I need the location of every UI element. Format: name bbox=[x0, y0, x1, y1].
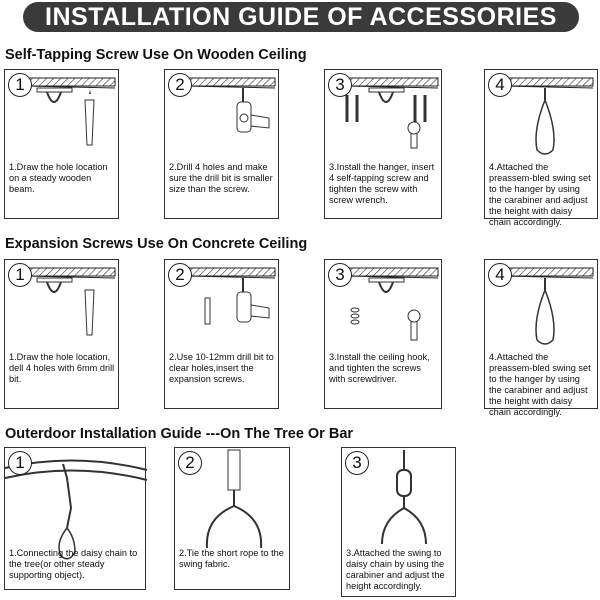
step-number: 1 bbox=[8, 263, 32, 287]
step-number: 1 bbox=[8, 73, 32, 97]
step-number: 2 bbox=[168, 263, 192, 287]
step-caption: 2.Drill 4 holes and make sure the drill bit is smaller size than the screw. bbox=[169, 162, 273, 194]
wooden-step-3 bbox=[324, 69, 442, 219]
wooden-step-4 bbox=[484, 69, 598, 227]
wooden-step-2 bbox=[164, 69, 279, 219]
concrete-step-2 bbox=[164, 259, 279, 409]
step-caption: 2.Use 10-12mm drill bit to clear holes,insert the expansion screws. bbox=[169, 352, 274, 384]
concrete-step-3 bbox=[324, 259, 442, 409]
step-number: 1 bbox=[8, 451, 32, 475]
step-caption: 2.Tie the short rope to the swing fabric. bbox=[179, 548, 284, 569]
step-number: 4 bbox=[488, 263, 512, 287]
step-caption: 3.Install the hanger, insert 4 self-tapping screw and tighten the screw with screw wrench. bbox=[329, 162, 435, 205]
step-caption: 1.Draw the hole location on a steady wooden beam. bbox=[9, 162, 108, 194]
step-number: 3 bbox=[328, 73, 352, 97]
outdoor-step-1 bbox=[4, 447, 146, 590]
step-number: 2 bbox=[178, 451, 202, 475]
guide-title: INSTALLATION GUIDE OF ACCESSORIES bbox=[45, 2, 557, 31]
outdoor-step-2 bbox=[174, 447, 290, 590]
section-title-wooden: Self-Tapping Screw Use On Wooden Ceiling bbox=[5, 47, 307, 63]
step-caption: 1.Connecting the daisy chain to the tree(or other steady supporting object). bbox=[9, 548, 138, 580]
step-caption: 3.Attached the swing to daisy chain by using the carabiner and adjust the height accordingly. bbox=[346, 548, 445, 591]
section-title-concrete: Expansion Screws Use On Concrete Ceiling bbox=[5, 236, 308, 252]
step-caption: 3.Install the ceiling hook, and tighten the screws with screwdriver. bbox=[329, 352, 430, 384]
section-title-outdoor: Outerdoor Installation Guide ---On The Tree Or Bar bbox=[5, 426, 354, 442]
guide-title-banner bbox=[23, 2, 579, 32]
step-number: 3 bbox=[345, 451, 369, 475]
concrete-step-1 bbox=[4, 259, 119, 409]
step-number: 3 bbox=[328, 263, 352, 287]
concrete-step-4 bbox=[484, 259, 598, 417]
step-caption: 4.Attached the preassem-bled swing set to the hanger by using the carabiner and adjust the height with daisy chain accordingly. bbox=[489, 162, 591, 227]
step-caption: 1.Draw the hole location, dell 4 holes with 6mm drill bit. bbox=[9, 352, 115, 384]
outdoor-step-3 bbox=[341, 447, 456, 597]
wooden-step-1 bbox=[4, 69, 119, 219]
step-number: 4 bbox=[488, 73, 512, 97]
step-caption: 4.Attached the preassem-bled swing set to the hanger by using the carabiner and adjust the height with daisy chain accordingly. bbox=[489, 352, 591, 417]
step-number: 2 bbox=[168, 73, 192, 97]
